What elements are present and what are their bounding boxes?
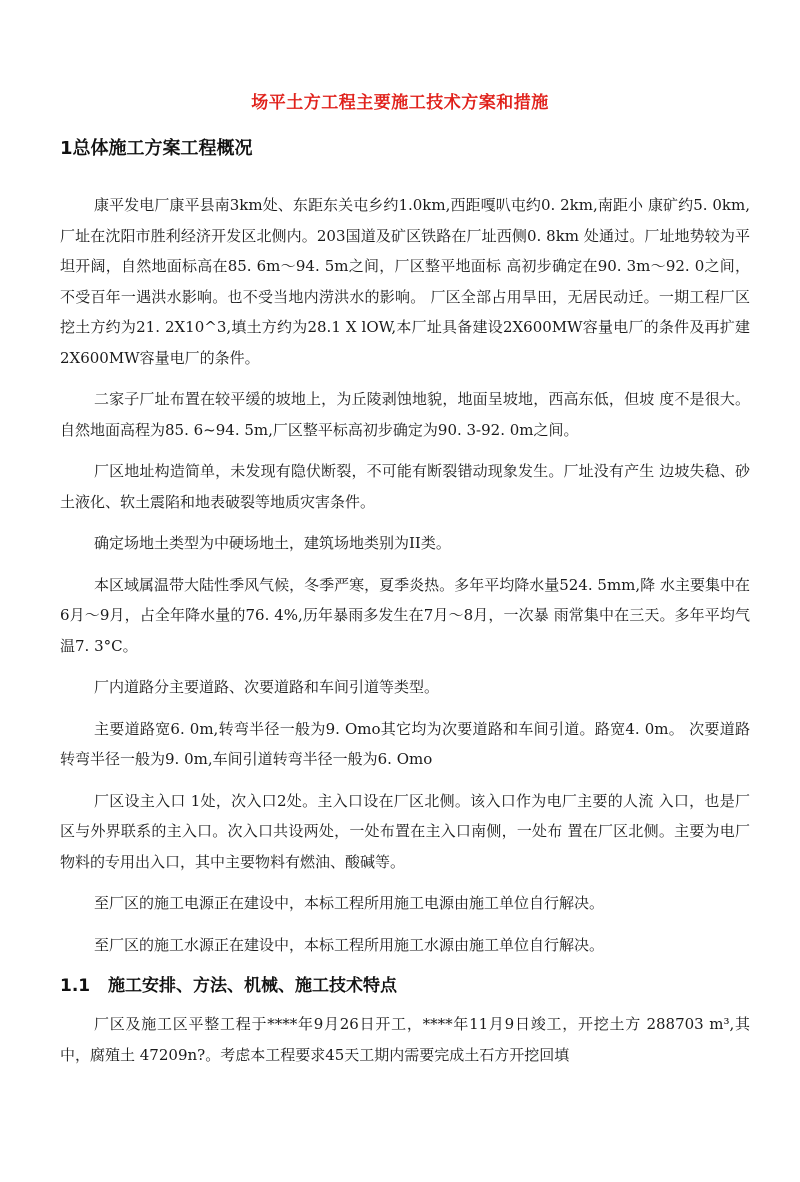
paragraph: 至厂区的施工电源正在建设中，本标工程所用施工电源由施工单位自行解决。: [94, 894, 605, 912]
section-title: 施工安排、方法、机械、施工技术特点: [108, 976, 397, 996]
paragraph: 本区域属温带大陆性季风气候，冬季严寒，夏季炎热。多年平均降水量524. 5mm,降 水主要集中在6月～9月，占全年降水量的76. 4%,历年暴雨多发生在7月～8月，一次暴 雨常集中在三天。多年平均气温7. 3°C。: [60, 575, 750, 655]
paragraph: 厂区地址构造简单，未发现有隐伏断裂，不可能有断裂错动现象发生。厂址没有产生 边坡失稳、砂土液化、软土震陷和地表破裂等地质灾害条件。: [60, 462, 750, 511]
paragraph: 厂区及施工区平整工程于****年9月26日开工，****年11月9日竣工，开挖土方 288703 m³,其中，腐殖土 47209n?。考虑本工程要求45天工期内需要完成土石方开挖回填: [60, 1015, 750, 1064]
paragraph: 至厂区的施工水源正在建设中，本标工程所用施工水源由施工单位自行解决。: [94, 935, 605, 954]
section-heading-1: 1总体施工方案工程概况: [60, 138, 253, 159]
document-title: 场平土方工程主要施工技术方案和措施: [251, 93, 549, 113]
paragraph: 厂内道路分主要道路、次要道路和车间引道等类型。: [94, 678, 440, 696]
section-number: 1.1: [60, 976, 91, 996]
paragraph: 主要道路宽6. 0m,转弯半径一般为9. Omo其它均为次要道路和车间引道。路宽4. 0m。 次要道路转弯半径一般为9. 0m,车间引道转弯半径一般为6. Omo: [60, 719, 750, 768]
paragraph: 康平发电厂康平县南3km处、东距东关屯乡约1.0km,西距嘎叭屯约0. 2km,南距小 康矿约5. 0km,厂址在沈阳市胜利经济开发区北侧内。203国道及矿区铁路在厂址西侧0. 8km 处通过。厂址地势较为平坦开阔，自然地面标高在85. 6m～94. 5m之间，厂区整平地面标 高初步确定在90. 3m～92. 0之间，不受百年一遇洪水影响。也不受当地内涝洪水的影响。 厂区全部占用旱田，无居民动迁。一期工程厂区挖土方约为21. 2X10^3,填土方约为28.1 X lOW,本厂址具备建设2X600MW容量电厂的条件及再扩建2X600MW容量电厂的条件。: [60, 196, 750, 367]
section-heading-1-1: [60, 971, 750, 1001]
paragraph: 厂区设主入口 1处，次入口2处。主入口设在厂区北侧。该入口作为电厂主要的人流 入口，也是厂区与外界联系的主入口。次入口共设两处，一处布置在主入口南侧，一处布 置在厂区北侧。主要为电厂物料的专用出入口，其中主要物料有燃油、酸碱等。: [60, 791, 750, 871]
document-body: [60, 190, 750, 1081]
paragraph: 确定场地土类型为中硬场地土，建筑场地类别为II类。: [94, 534, 451, 552]
paragraph: 二家子厂址布置在较平缓的坡地上，为丘陵剥蚀地貌，地面呈坡地，西高东低，但坡 度不是很大。自然地面高程为85. 6~94. 5m,厂区整平标高初步确定为90. 3-92. 0m之间。: [60, 390, 750, 439]
